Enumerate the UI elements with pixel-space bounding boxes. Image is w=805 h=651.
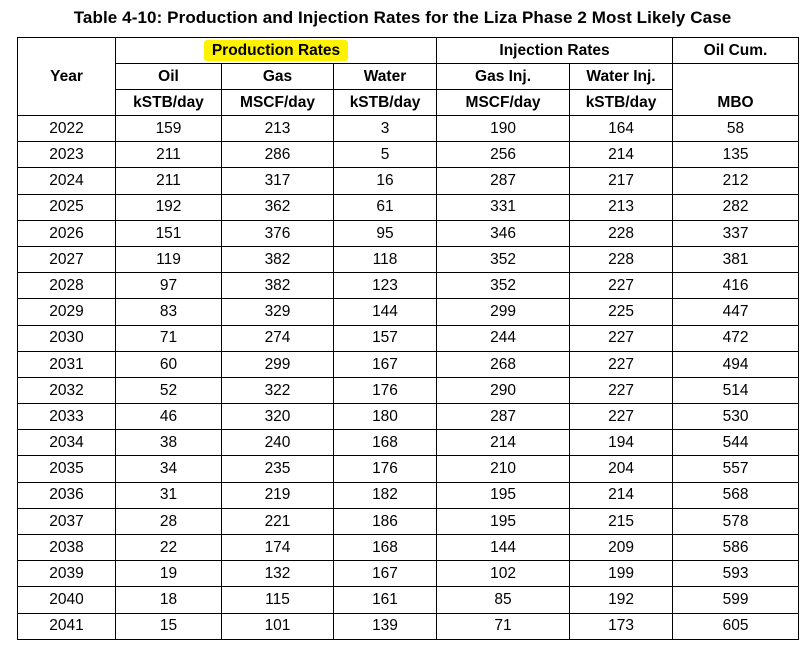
cell-gas-inj: 331 [437, 194, 570, 220]
cell-oil: 18 [116, 587, 222, 613]
cell-gas-inj: 190 [437, 116, 570, 142]
cell-oil: 83 [116, 299, 222, 325]
cell-water-inj: 228 [570, 246, 673, 272]
cell-water: 16 [334, 168, 437, 194]
table-row [18, 220, 799, 246]
table-title: Table 4-10: Production and Injection Rates for the Liza Phase 2 Most Likely Case [73, 8, 732, 27]
cell-gas-inj: 346 [437, 220, 570, 246]
cell-gas: 329 [222, 299, 334, 325]
cell-gas-inj: 290 [437, 377, 570, 403]
cell-water-inj: 194 [570, 430, 673, 456]
cell-water: 139 [334, 613, 437, 639]
cell-gas-inj: 195 [437, 482, 570, 508]
cell-gas: 376 [222, 220, 334, 246]
cell-year: 2025 [18, 194, 116, 220]
cell-gas: 382 [222, 246, 334, 272]
cell-year: 2035 [18, 456, 116, 482]
cell-gas: 322 [222, 377, 334, 403]
cell-oil-cum: 282 [673, 194, 799, 220]
cell-gas-inj: 195 [437, 508, 570, 534]
cell-gas-inj: 214 [437, 430, 570, 456]
cell-year: 2032 [18, 377, 116, 403]
cell-gas-inj: 287 [437, 404, 570, 430]
cell-oil-cum: 586 [673, 535, 799, 561]
cell-oil: 211 [116, 168, 222, 194]
cell-water-inj: 227 [570, 377, 673, 403]
cell-water: 176 [334, 456, 437, 482]
table-row [18, 351, 799, 377]
table-row [18, 430, 799, 456]
cell-year: 2041 [18, 613, 116, 639]
cell-gas-inj: 244 [437, 325, 570, 351]
table-row [18, 587, 799, 613]
table-row [18, 325, 799, 351]
table-row [18, 377, 799, 403]
cell-year: 2024 [18, 168, 116, 194]
header-gas: Gas [222, 64, 334, 90]
cell-oil-cum: 337 [673, 220, 799, 246]
header-production-group [116, 38, 437, 64]
unit-gas-inj: MSCF/day [437, 90, 570, 116]
cell-water-inj: 192 [570, 587, 673, 613]
cell-water-inj: 209 [570, 535, 673, 561]
cell-water-inj: 225 [570, 299, 673, 325]
cell-water: 176 [334, 377, 437, 403]
table-row [18, 142, 799, 168]
cell-gas-inj: 102 [437, 561, 570, 587]
cell-year: 2030 [18, 325, 116, 351]
cell-gas: 132 [222, 561, 334, 587]
table-body [18, 116, 799, 640]
cell-year: 2033 [18, 404, 116, 430]
cell-water-inj: 214 [570, 482, 673, 508]
cell-water: 168 [334, 430, 437, 456]
cell-oil-cum: 544 [673, 430, 799, 456]
cell-gas: 213 [222, 116, 334, 142]
cell-oil-cum: 530 [673, 404, 799, 430]
cell-water: 157 [334, 325, 437, 351]
table-row [18, 246, 799, 272]
cell-gas: 362 [222, 194, 334, 220]
table-row [18, 613, 799, 639]
cell-oil: 97 [116, 273, 222, 299]
cell-gas-inj: 287 [437, 168, 570, 194]
header-gas-inj: Gas Inj. [437, 64, 570, 90]
cell-year: 2039 [18, 561, 116, 587]
cell-gas: 240 [222, 430, 334, 456]
cell-gas-inj: 256 [437, 142, 570, 168]
cell-oil: 34 [116, 456, 222, 482]
rates-table [17, 37, 799, 640]
header-water: Water [334, 64, 437, 90]
cell-oil: 15 [116, 613, 222, 639]
cell-water: 161 [334, 587, 437, 613]
cell-oil-cum: 557 [673, 456, 799, 482]
cell-year: 2029 [18, 299, 116, 325]
cell-water: 186 [334, 508, 437, 534]
cell-water: 61 [334, 194, 437, 220]
cell-water-inj: 213 [570, 194, 673, 220]
cell-year: 2026 [18, 220, 116, 246]
table-row [18, 508, 799, 534]
header-year: Year [18, 38, 116, 116]
cell-water-inj: 228 [570, 220, 673, 246]
cell-year: 2022 [18, 116, 116, 142]
table-row [18, 404, 799, 430]
table-row [18, 273, 799, 299]
cell-gas: 286 [222, 142, 334, 168]
cell-gas-inj: 210 [437, 456, 570, 482]
cell-oil: 22 [116, 535, 222, 561]
cell-oil-cum: 599 [673, 587, 799, 613]
cell-oil-cum: 605 [673, 613, 799, 639]
cell-water: 167 [334, 561, 437, 587]
unit-gas: MSCF/day [222, 90, 334, 116]
cell-oil: 31 [116, 482, 222, 508]
cell-oil-cum: 568 [673, 482, 799, 508]
table-row [18, 456, 799, 482]
cell-year: 2027 [18, 246, 116, 272]
cell-oil: 151 [116, 220, 222, 246]
header-injection-group: Injection Rates [437, 38, 673, 64]
header-oil-cum: Oil Cum. [673, 38, 799, 64]
table-row [18, 299, 799, 325]
cell-gas: 382 [222, 273, 334, 299]
cell-year: 2038 [18, 535, 116, 561]
table-row [18, 482, 799, 508]
cell-water-inj: 227 [570, 404, 673, 430]
cell-gas-inj: 352 [437, 273, 570, 299]
cell-oil-cum: 416 [673, 273, 799, 299]
cell-water: 182 [334, 482, 437, 508]
cell-gas: 274 [222, 325, 334, 351]
cell-water-inj: 227 [570, 325, 673, 351]
cell-gas: 221 [222, 508, 334, 534]
cell-oil: 71 [116, 325, 222, 351]
cell-oil: 211 [116, 142, 222, 168]
cell-year: 2040 [18, 587, 116, 613]
cell-gas: 317 [222, 168, 334, 194]
cell-oil: 46 [116, 404, 222, 430]
cell-oil: 28 [116, 508, 222, 534]
cell-water: 123 [334, 273, 437, 299]
cell-water: 5 [334, 142, 437, 168]
cell-oil-cum: 447 [673, 299, 799, 325]
cell-year: 2034 [18, 430, 116, 456]
cell-oil-cum: 135 [673, 142, 799, 168]
cell-water-inj: 204 [570, 456, 673, 482]
cell-gas-inj: 352 [437, 246, 570, 272]
header-oil: Oil [116, 64, 222, 90]
cell-oil-cum: 381 [673, 246, 799, 272]
cell-water-inj: 173 [570, 613, 673, 639]
cell-gas-inj: 71 [437, 613, 570, 639]
cell-water-inj: 199 [570, 561, 673, 587]
cell-oil-cum: 494 [673, 351, 799, 377]
cell-gas: 320 [222, 404, 334, 430]
table-row [18, 116, 799, 142]
cell-water: 168 [334, 535, 437, 561]
cell-oil-cum: 514 [673, 377, 799, 403]
cell-gas: 115 [222, 587, 334, 613]
cell-gas: 299 [222, 351, 334, 377]
cell-oil: 38 [116, 430, 222, 456]
cell-water-inj: 214 [570, 142, 673, 168]
cell-oil: 159 [116, 116, 222, 142]
cell-water: 3 [334, 116, 437, 142]
cell-water: 167 [334, 351, 437, 377]
unit-cum: MBO [673, 90, 799, 116]
cell-gas-inj: 85 [437, 587, 570, 613]
unit-water: kSTB/day [334, 90, 437, 116]
unit-oil: kSTB/day [116, 90, 222, 116]
cell-oil-cum: 593 [673, 561, 799, 587]
cell-year: 2031 [18, 351, 116, 377]
header-water-inj: Water Inj. [570, 64, 673, 90]
cell-water: 144 [334, 299, 437, 325]
cell-oil: 52 [116, 377, 222, 403]
table-row [18, 561, 799, 587]
cell-gas-inj: 299 [437, 299, 570, 325]
cell-water-inj: 217 [570, 168, 673, 194]
cell-water: 180 [334, 404, 437, 430]
cell-oil: 60 [116, 351, 222, 377]
cell-gas-inj: 268 [437, 351, 570, 377]
unit-water-inj: kSTB/day [570, 90, 673, 116]
cell-oil-cum: 58 [673, 116, 799, 142]
table-row [18, 168, 799, 194]
cell-oil-cum: 472 [673, 325, 799, 351]
cell-oil: 192 [116, 194, 222, 220]
table-row [18, 194, 799, 220]
cell-gas: 174 [222, 535, 334, 561]
cell-year: 2037 [18, 508, 116, 534]
cell-gas: 101 [222, 613, 334, 639]
cell-water: 95 [334, 220, 437, 246]
cell-oil: 19 [116, 561, 222, 587]
cell-water-inj: 227 [570, 351, 673, 377]
cell-year: 2028 [18, 273, 116, 299]
cell-year: 2023 [18, 142, 116, 168]
cell-water-inj: 227 [570, 273, 673, 299]
cell-water-inj: 215 [570, 508, 673, 534]
cell-oil: 119 [116, 246, 222, 272]
cell-gas: 235 [222, 456, 334, 482]
cell-oil-cum: 212 [673, 168, 799, 194]
cell-water-inj: 164 [570, 116, 673, 142]
cell-gas-inj: 144 [437, 535, 570, 561]
cell-gas: 219 [222, 482, 334, 508]
cell-oil-cum: 578 [673, 508, 799, 534]
cell-year: 2036 [18, 482, 116, 508]
header-cum-blank [673, 64, 799, 90]
cell-water: 118 [334, 246, 437, 272]
production-rates-highlight: Production Rates [204, 40, 348, 61]
table-row [18, 535, 799, 561]
